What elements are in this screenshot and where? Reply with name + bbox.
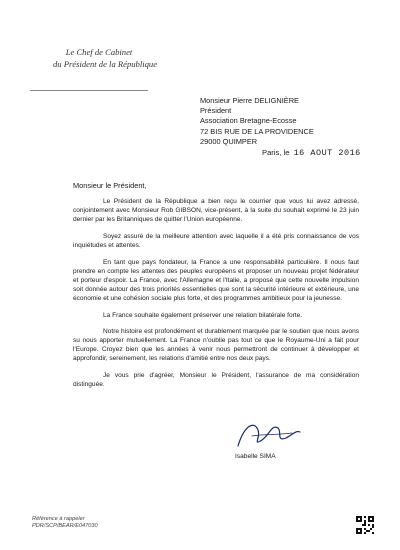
closing-formula: Je vous prie d'agréer, Monsieur le Président, l'assurance de ma considération distinguée. <box>73 372 359 389</box>
letterhead <box>30 46 180 70</box>
recipient-street: 72 BIS RUE DE LA PROVIDENCE <box>200 126 314 136</box>
letterhead-divider <box>30 90 148 91</box>
letterhead-subtitle: du Président de la République <box>52 59 158 69</box>
paragraph-4: La France souhaite également préserver une relation bilatérale forte. <box>103 311 303 319</box>
recipient-city: 29000 QUIMPER <box>200 136 258 146</box>
date-place: Paris, le <box>262 148 290 157</box>
letter-body <box>73 198 359 398</box>
reference-label: Référence à rappeler <box>32 516 85 522</box>
reference-code: PDR/SCP/BEAR/E047030 <box>32 523 98 529</box>
recipient-address <box>200 96 314 147</box>
signatory-name: Isabelle SIMA <box>235 453 276 460</box>
recipient-title: Président <box>200 106 232 116</box>
paragraph-3: En tant que pays fondateur, la France a une responsabilité particulière. Il nous faut prendre en compte les attentes des peuples européens et proposer un nouveau projet fédérateur et porteur d'espoir. La France, avec l'Allemagne et l'Italie, a proposé que cette nouvelle impulsion soit donnée autour des trois priorités essentielles que sont la sécurité intérieure et extérieure, une économie et une cohésion sociale plus forte, et des programmes ambitieux pour la jeunesse. <box>73 258 359 302</box>
handwritten-signature <box>232 416 302 454</box>
letterhead-title: Le Chef de Cabinet <box>65 47 133 57</box>
paragraph-2: Soyez assuré de la meilleure attention avec laquelle il a été pris connaissance de vos inquiétudes et attentes. <box>73 232 359 249</box>
recipient-name: Monsieur Pierre DELIGNIÈRE <box>200 96 299 105</box>
qr-code-icon <box>356 516 374 534</box>
paragraph-5: Notre histoire est profondément et durablement marquée par le soutien que nous avons su nous apporter mutuellement. La France n'oublie pas tout ce que le Royaume-Uni a fait pour l'Europe. Croyez bien que les années à venir nous permettront de continuer à développer et approfondir, sereinement, les relations d'amitié entre nos deux pays. <box>73 328 359 363</box>
recipient-organization: Association Bretagne-Ecosse <box>200 116 297 126</box>
letter-date <box>262 148 361 158</box>
paragraph-1: Le Président de la République a bien reçu le courrier que vous lui avez adressé, conjointement avec Monsieur Rob GIBSON, vice-présent, à la suite du souhait exprimé le 23 juin dernier par les Britanniques de quitter l'Union européenne. <box>73 198 359 223</box>
salutation: Monsieur le Président, <box>73 181 147 190</box>
reference <box>32 516 98 530</box>
date-stamp: 16 AOUT 2016 <box>293 148 361 158</box>
